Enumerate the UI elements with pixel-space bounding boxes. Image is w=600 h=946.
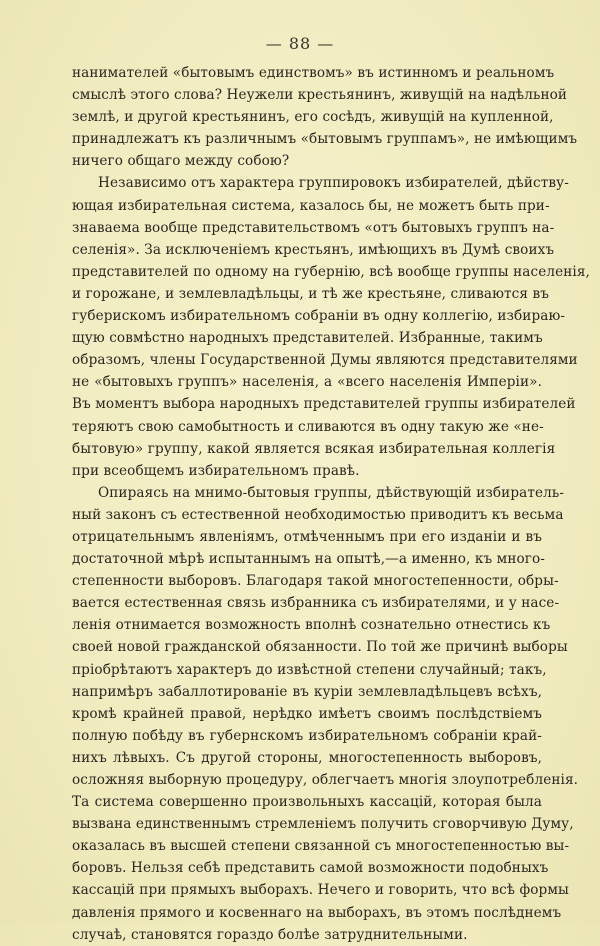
- text-line: образомъ, члены Государственной Думы являются представителями: [72, 352, 578, 369]
- text-line: осложняя выборную процедуру, облегчаетъ многія злоупотребленія.: [72, 772, 579, 788]
- text-line: губерискомъ избирательномъ собраніи въ одну коллегію, избираю-: [72, 308, 566, 325]
- text-line: достаточной мѣрѣ испытаннымъ на опытѣ,—а именно, къ много-: [72, 551, 545, 568]
- text-line: представителей по одному на губернію, всѣ вообще группы населенія,: [72, 263, 590, 280]
- paragraph: [72, 172, 590, 481]
- text-line: полную побѣду въ губернскомъ избирательномъ собраніи край-: [72, 727, 542, 744]
- text-line: Въ моментъ выбора народныхъ представителей группы избирателей: [72, 396, 576, 413]
- text-line: знаваема вообще представительствомъ «отъ бытовыхъ группъ на-: [72, 219, 555, 236]
- text-line: ленія отнимается возможность вполнѣ сознательно отнестись къ: [72, 617, 551, 634]
- text-line: нихъ лѣвыхъ. Съ другой стороны, многостепенность выборовъ,: [72, 749, 542, 766]
- text-line: не «бытовыхъ группъ» населенія, а «всего населенія Имперіи».: [72, 374, 542, 391]
- page-number: — 88 —: [265, 34, 335, 53]
- text-line: принадлежатъ къ различнымъ «бытовымъ группамъ», не имѣющимъ: [72, 131, 578, 148]
- text-line: давленія прямого и косвеннаго на выборахъ, въ этомъ послѣднемъ: [72, 904, 562, 921]
- text-line: ющая избирательная система, казалось бы, не можетъ быть при-: [72, 197, 550, 214]
- text-line: при всеобщемъ избирательномъ правѣ.: [72, 462, 360, 479]
- paragraph: [72, 62, 578, 172]
- body-text: [72, 62, 590, 946]
- text-line: своей новой гражданской обязанности. По той же причинѣ выборы: [72, 639, 568, 656]
- text-line: кромѣ крайней правой, нерѣдко имѣетъ своимъ послѣдствіемъ: [72, 705, 542, 722]
- text-line: оказалась въ высшей степени связанной съ многостепенностью вы-: [72, 838, 570, 855]
- text-line: Независимо отъ характера группировокъ избирателей, дѣйству-: [98, 175, 569, 192]
- text-line: Та система совершенно произвольныхъ кассацій, которая была: [72, 794, 542, 811]
- text-line: щую совмѣстно народныхъ представителей. Избранные, такимъ: [72, 330, 543, 347]
- text-line: степенности выборовъ. Благодаря такой многостепенности, обры-: [72, 573, 559, 590]
- text-line: и горожане, и землевладѣльцы, и тѣ же крестьяне, сливаются въ: [72, 285, 549, 302]
- text-line: нанимателей «бытовымъ единствомъ» въ истинномъ и реальномъ: [72, 65, 555, 81]
- text-line: вызвана единственнымъ стремленіемъ получить сговорчивую Думу,: [72, 816, 574, 833]
- text-line: бытовую» группу, какой является всякая избирательная коллегія: [72, 440, 556, 457]
- text-line: землѣ, и другой крестьянинъ, его сосѣдъ, живущій на купленной,: [72, 109, 554, 126]
- text-line: селенія». За исключеніемъ крестьянъ, имѣющихъ въ Думѣ своихъ: [72, 241, 555, 258]
- text-line: напримѣръ забаллотированіе въ куріи землевладѣльцевъ всѣхъ,: [72, 683, 542, 700]
- text-line: вается естественная связь избранника съ избирателями, и у насе-: [72, 595, 560, 612]
- text-line: ный законъ съ естественной необходимостью приводитъ къ весьма: [72, 506, 564, 523]
- text-line: смыслѣ этого слова? Неужели крестьянинъ, живущій на надѣльной: [72, 87, 568, 104]
- text-line: теряютъ свою самобытность и сливаются въ одну такую же «не-: [72, 418, 544, 435]
- text-line: ничего общаго между собою?: [72, 153, 290, 170]
- text-line: отрицательнымъ явленіямъ, отмѣченнымъ при его изданіи и въ: [72, 528, 542, 545]
- text-line: пріобрѣтаютъ характеръ до извѣстной степени случайный; такъ,: [72, 661, 547, 678]
- paragraph: [72, 482, 579, 946]
- text-line: кассацій при прямыхъ выборахъ. Нечего и говорить, что всѣ формы: [72, 882, 569, 899]
- text-line: боровъ. Нельзя себѣ представить самой возможности подобныхъ: [72, 860, 549, 877]
- text-line: Опираясь на мнимо-бытовыя группы, дѣйствующій избиратель-: [98, 484, 565, 501]
- text-line: случаѣ, становятся гораздо болѣе затруднительными.: [72, 926, 468, 943]
